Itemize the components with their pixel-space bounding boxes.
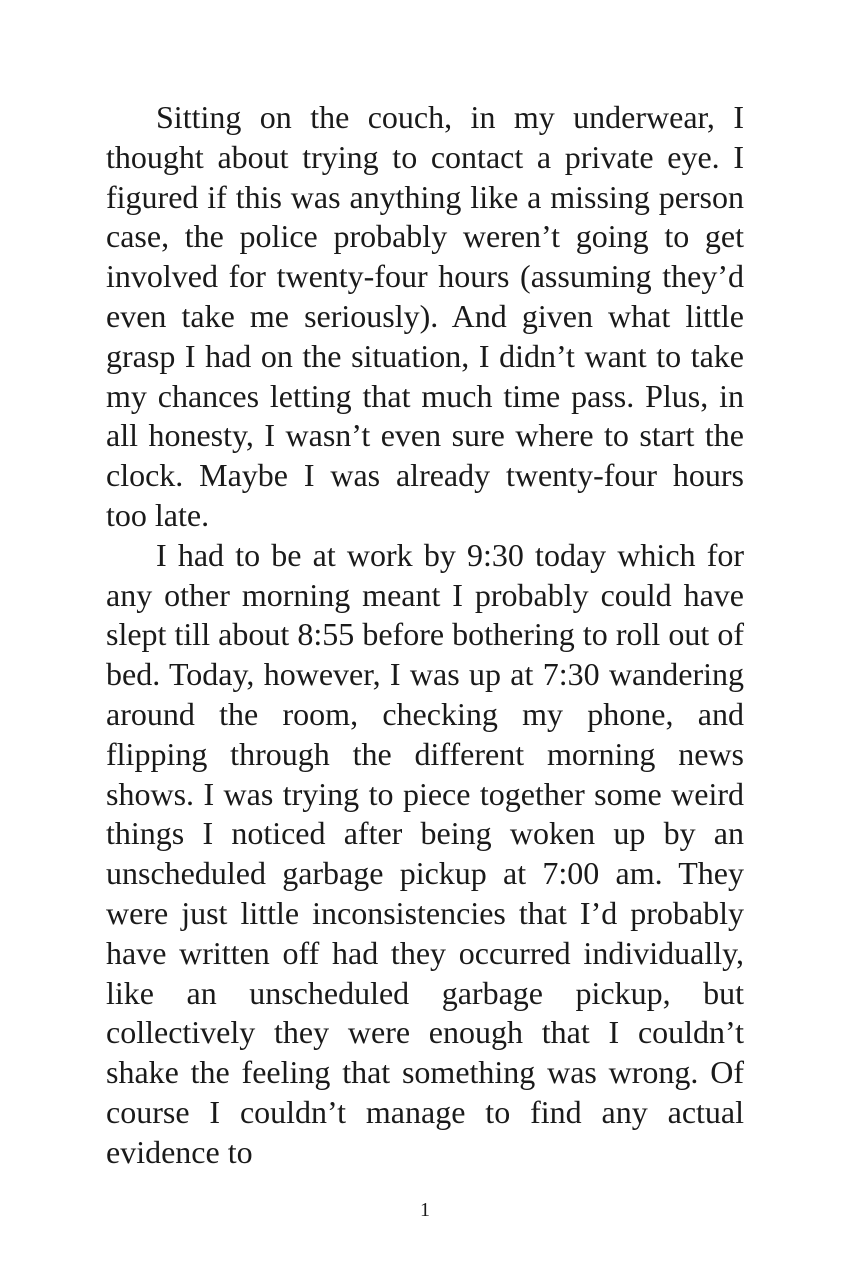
- paragraph-1: Sitting on the couch, in my underwear, I thought about trying to contact a private eye. I figured if this was anything like a missing person case, the police probably weren’t going to get involved for twenty-four hours (assuming they’d even take me seriously). And given what little grasp I had on the situation, I didn’t want to take my chances letting that much time pass. Plus, in all honesty, I wasn’t even sure where to start the clock. Maybe I was already twenty-four hours too late.: [106, 99, 744, 533]
- paragraph-2: I had to be at work by 9:30 today which for any other morning meant I probably could have slept till about 8:55 before bothering to roll out of bed. Today, however, I was up at 7:30 wandering around the room, checking my phone, and flipping through the different morning news shows. I was trying to piece together some weird things I noticed after being woken up by an unscheduled garbage pickup at 7:00 am. They were just little inconsistencies that I’d probably have written off had they occurred individually, like an unscheduled garbage pickup, but collectively they were enough that I couldn’t shake the feeling that something was wrong. Of course I couldn’t manage to find any actual evidence to: [106, 536, 744, 1170]
- page-number: 1: [420, 1199, 430, 1221]
- body-text: [106, 98, 744, 1173]
